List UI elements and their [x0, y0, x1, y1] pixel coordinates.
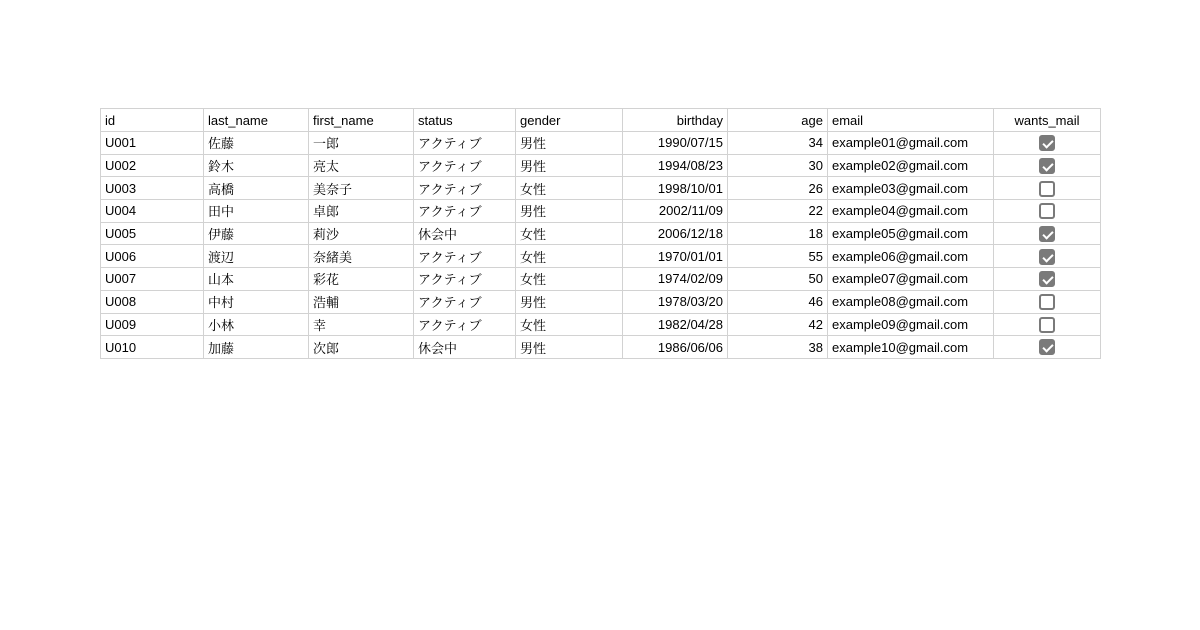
- cell-birthday[interactable]: 1990/07/15: [623, 132, 728, 155]
- cell-birthday[interactable]: 1978/03/20: [623, 290, 728, 313]
- cell-email[interactable]: example01@gmail.com: [828, 132, 994, 155]
- cell-last_name[interactable]: 中村: [204, 290, 309, 313]
- cell-age[interactable]: 50: [728, 268, 828, 291]
- cell-first_name[interactable]: 美奈子: [309, 177, 414, 200]
- cell-gender[interactable]: 女性: [516, 245, 623, 268]
- cell-wants_mail[interactable]: [994, 132, 1101, 155]
- cell-last_name[interactable]: 伊藤: [204, 222, 309, 245]
- cell-email[interactable]: example10@gmail.com: [828, 336, 994, 359]
- cell-wants_mail[interactable]: [994, 177, 1101, 200]
- cell-status[interactable]: アクティブ: [414, 200, 516, 223]
- wants-mail-checkbox[interactable]: [1039, 181, 1055, 197]
- cell-first_name[interactable]: 亮太: [309, 154, 414, 177]
- cell-id[interactable]: U001: [101, 132, 204, 155]
- table-row: [101, 177, 1101, 200]
- cell-age[interactable]: 26: [728, 177, 828, 200]
- wants-mail-checkbox[interactable]: [1039, 317, 1055, 333]
- cell-wants_mail[interactable]: [994, 336, 1101, 359]
- cell-id[interactable]: U007: [101, 268, 204, 291]
- cell-last_name[interactable]: 田中: [204, 200, 309, 223]
- table-row: [101, 245, 1101, 268]
- column-header-wants_mail[interactable]: wants_mail: [994, 109, 1101, 132]
- cell-status[interactable]: アクティブ: [414, 268, 516, 291]
- wants-mail-checkbox[interactable]: [1039, 249, 1055, 265]
- table-row: [101, 290, 1101, 313]
- column-header-age[interactable]: age: [728, 109, 828, 132]
- user-data-table: [100, 108, 1101, 359]
- cell-first_name[interactable]: 浩輔: [309, 290, 414, 313]
- cell-age[interactable]: 55: [728, 245, 828, 268]
- cell-wants_mail[interactable]: [994, 268, 1101, 291]
- column-header-email[interactable]: email: [828, 109, 994, 132]
- cell-id[interactable]: U005: [101, 222, 204, 245]
- table-row: [101, 336, 1101, 359]
- cell-gender[interactable]: 男性: [516, 290, 623, 313]
- cell-id[interactable]: U009: [101, 313, 204, 336]
- cell-gender[interactable]: 女性: [516, 177, 623, 200]
- cell-gender[interactable]: 女性: [516, 222, 623, 245]
- cell-first_name[interactable]: 一郎: [309, 132, 414, 155]
- wants-mail-checkbox[interactable]: [1039, 271, 1055, 287]
- table-row: [101, 132, 1101, 155]
- cell-age[interactable]: 22: [728, 200, 828, 223]
- cell-first_name[interactable]: 奈緒美: [309, 245, 414, 268]
- column-header-status[interactable]: status: [414, 109, 516, 132]
- cell-email[interactable]: example06@gmail.com: [828, 245, 994, 268]
- cell-birthday[interactable]: 1982/04/28: [623, 313, 728, 336]
- wants-mail-checkbox[interactable]: [1039, 294, 1055, 310]
- cell-last_name[interactable]: 高橋: [204, 177, 309, 200]
- cell-email[interactable]: example03@gmail.com: [828, 177, 994, 200]
- cell-gender[interactable]: 男性: [516, 336, 623, 359]
- cell-birthday[interactable]: 1986/06/06: [623, 336, 728, 359]
- cell-gender[interactable]: 女性: [516, 313, 623, 336]
- cell-first_name[interactable]: 莉沙: [309, 222, 414, 245]
- table-row: [101, 313, 1101, 336]
- cell-last_name[interactable]: 加藤: [204, 336, 309, 359]
- header-row: [101, 109, 1101, 132]
- cell-birthday[interactable]: 1998/10/01: [623, 177, 728, 200]
- cell-age[interactable]: 42: [728, 313, 828, 336]
- cell-age[interactable]: 34: [728, 132, 828, 155]
- column-header-gender[interactable]: gender: [516, 109, 623, 132]
- cell-last_name[interactable]: 山本: [204, 268, 309, 291]
- cell-gender[interactable]: 男性: [516, 200, 623, 223]
- cell-wants_mail[interactable]: [994, 222, 1101, 245]
- table-row: [101, 154, 1101, 177]
- cell-gender[interactable]: 男性: [516, 154, 623, 177]
- column-header-birthday[interactable]: birthday: [623, 109, 728, 132]
- cell-gender[interactable]: 男性: [516, 132, 623, 155]
- cell-status[interactable]: 休会中: [414, 222, 516, 245]
- cell-last_name[interactable]: 佐藤: [204, 132, 309, 155]
- column-header-id[interactable]: id: [101, 109, 204, 132]
- cell-status[interactable]: アクティブ: [414, 154, 516, 177]
- cell-birthday[interactable]: 1994/08/23: [623, 154, 728, 177]
- cell-birthday[interactable]: 2002/11/09: [623, 200, 728, 223]
- column-header-last_name[interactable]: last_name: [204, 109, 309, 132]
- cell-email[interactable]: example05@gmail.com: [828, 222, 994, 245]
- cell-status[interactable]: アクティブ: [414, 177, 516, 200]
- cell-last_name[interactable]: 渡辺: [204, 245, 309, 268]
- cell-id[interactable]: U008: [101, 290, 204, 313]
- table-body: [101, 132, 1101, 359]
- table-row: [101, 268, 1101, 291]
- cell-age[interactable]: 46: [728, 290, 828, 313]
- cell-email[interactable]: example02@gmail.com: [828, 154, 994, 177]
- cell-wants_mail[interactable]: [994, 245, 1101, 268]
- cell-status[interactable]: アクティブ: [414, 313, 516, 336]
- cell-email[interactable]: example08@gmail.com: [828, 290, 994, 313]
- cell-birthday[interactable]: 1970/01/01: [623, 245, 728, 268]
- cell-id[interactable]: U006: [101, 245, 204, 268]
- cell-email[interactable]: example09@gmail.com: [828, 313, 994, 336]
- wants-mail-checkbox[interactable]: [1039, 135, 1055, 151]
- cell-birthday[interactable]: 1974/02/09: [623, 268, 728, 291]
- cell-age[interactable]: 18: [728, 222, 828, 245]
- cell-status[interactable]: 休会中: [414, 336, 516, 359]
- cell-email[interactable]: example04@gmail.com: [828, 200, 994, 223]
- wants-mail-checkbox[interactable]: [1039, 339, 1055, 355]
- cell-birthday[interactable]: 2006/12/18: [623, 222, 728, 245]
- cell-id[interactable]: U003: [101, 177, 204, 200]
- cell-age[interactable]: 30: [728, 154, 828, 177]
- wants-mail-checkbox[interactable]: [1039, 203, 1055, 219]
- cell-status[interactable]: アクティブ: [414, 245, 516, 268]
- cell-email[interactable]: example07@gmail.com: [828, 268, 994, 291]
- cell-id[interactable]: U010: [101, 336, 204, 359]
- cell-status[interactable]: アクティブ: [414, 132, 516, 155]
- cell-wants_mail[interactable]: [994, 290, 1101, 313]
- cell-id[interactable]: U002: [101, 154, 204, 177]
- cell-last_name[interactable]: 小林: [204, 313, 309, 336]
- cell-wants_mail[interactable]: [994, 200, 1101, 223]
- cell-first_name[interactable]: 卓郎: [309, 200, 414, 223]
- table-row: [101, 200, 1101, 223]
- wants-mail-checkbox[interactable]: [1039, 158, 1055, 174]
- wants-mail-checkbox[interactable]: [1039, 226, 1055, 242]
- cell-first_name[interactable]: 幸: [309, 313, 414, 336]
- cell-last_name[interactable]: 鈴木: [204, 154, 309, 177]
- cell-status[interactable]: アクティブ: [414, 290, 516, 313]
- cell-wants_mail[interactable]: [994, 313, 1101, 336]
- table-row: [101, 222, 1101, 245]
- cell-gender[interactable]: 女性: [516, 268, 623, 291]
- cell-age[interactable]: 38: [728, 336, 828, 359]
- cell-wants_mail[interactable]: [994, 154, 1101, 177]
- cell-id[interactable]: U004: [101, 200, 204, 223]
- cell-first_name[interactable]: 次郎: [309, 336, 414, 359]
- column-header-first_name[interactable]: first_name: [309, 109, 414, 132]
- cell-first_name[interactable]: 彩花: [309, 268, 414, 291]
